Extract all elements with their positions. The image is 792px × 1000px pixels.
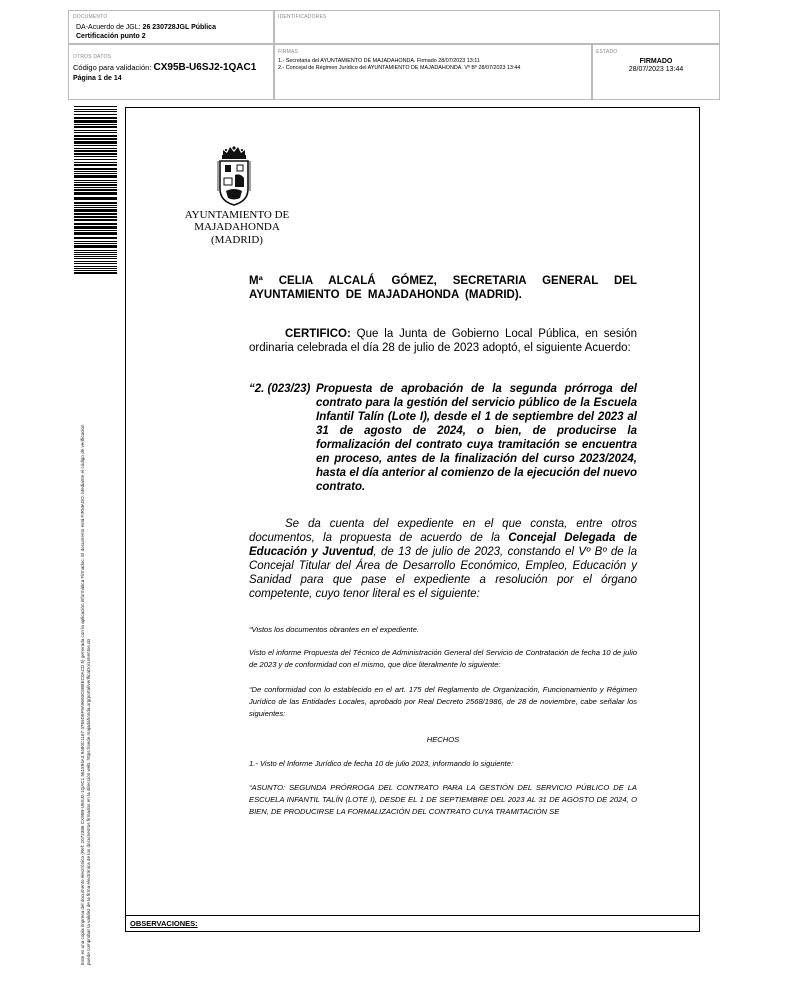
- barcode-bar: [74, 120, 117, 123]
- barcode-bar: [74, 130, 117, 131]
- estado-label: ESTADO: [596, 49, 618, 55]
- side-line-1: Este es una copia impresa del documento electrónico (Ref: 2072386 CX95B-U6SJ2-1QAC1 561594A3 9480C1167 4769D5F9A9693C5B8EC0ACD 5) generada con la aplicación informática Firmadoc. El documento está FIRMADO. Mediante el código de verificación: [80, 424, 85, 965]
- observaciones-divider: [126, 915, 699, 916]
- pagina: Página 1 de 14: [73, 75, 122, 82]
- barcode-bar: [74, 202, 117, 204]
- barcode-bar: [74, 207, 117, 208]
- side-verification-text: [80, 425, 92, 966]
- barcode-bar: [74, 258, 117, 259]
- barcode-bar: [74, 232, 117, 235]
- barcode-bar: [74, 148, 117, 149]
- barcode-bar: [74, 114, 117, 115]
- barcode-bar: [74, 153, 117, 155]
- barcode-bar: [74, 254, 117, 255]
- barcode-bar: [74, 182, 117, 183]
- barcode-bar: [74, 261, 117, 262]
- certifico-paragraph: [249, 327, 637, 355]
- barcode-bar: [74, 141, 117, 144]
- header-identificadores-box: [274, 10, 720, 44]
- barcode-bar: [74, 241, 117, 242]
- barcode-bar: [74, 173, 117, 174]
- barcode-bar: [74, 117, 117, 119]
- barcode-bar: [74, 164, 117, 166]
- barcode-bar: [74, 138, 117, 140]
- barcode-bar: [74, 135, 117, 137]
- barcode-bar: [74, 230, 117, 231]
- visto-informe-paragraph: Visto el informe Propuesta del Técnico de Administración General del Servicio de Contratación de fecha 10 de julio de 2023 y de conformidad con el mismo, que dice literalmente lo siguiente:: [249, 648, 637, 669]
- documento-line1-value: 26 230728JGL Pública: [142, 24, 216, 31]
- barcode-bar: [74, 237, 117, 239]
- hecho-1: 1.- Visto el Informe Jurídico de fecha 10 de julio 2023, informando lo siguiente:: [249, 759, 514, 768]
- barcode-bar: [74, 216, 117, 218]
- barcode-bar: [74, 171, 117, 172]
- estado-value: FIRMADO: [639, 58, 673, 65]
- barcode-bar: [74, 192, 117, 195]
- barcode-bar: [74, 245, 117, 248]
- item-number: “2. (023/23): [249, 383, 311, 395]
- barcode-bar: [74, 268, 117, 269]
- barcode-bar: [74, 263, 117, 264]
- estado-date: 28/07/2023 13:44: [628, 66, 684, 73]
- barcode-bar: [74, 189, 117, 191]
- otros-datos-label: OTROS DATOS: [73, 54, 112, 60]
- identificadores-label: IDENTIFICADORES: [278, 14, 327, 20]
- firma-1: 1.- Secretaria del AYUNTAMIENTO DE MAJADAHONDA. Firmado 28/07/2023 13:11: [278, 58, 480, 64]
- barcode-bar: [74, 250, 117, 251]
- expediente-text-c: , de 13 de julio de 2023, constando el Vº Bº de la Concejal Titular del Área de Desarrollo Económico, Empleo, Educación y Sanidad para que pase el expediente a resolución por el órgano competente, cuyo tenor literal es el siguiente:: [249, 546, 637, 600]
- certifico-text: Que la Junta de Gobierno Local Pública, en sesión ordinaria celebrada el día 28 de julio de 2023 adoptó, el siguiente Acuerdo:: [249, 328, 637, 354]
- codigo-validacion: [73, 63, 256, 72]
- barcode-bar: [74, 272, 117, 274]
- vistos-line: “Vistos los documentos obrantes en el expediente.: [249, 625, 419, 634]
- documento-line1: [76, 23, 216, 32]
- documento-line2: Certificación punto 2: [76, 33, 146, 40]
- barcode-bar: [74, 180, 117, 181]
- expediente-paragraph: [249, 517, 637, 601]
- documento-label: DOCUMENTO: [73, 14, 108, 20]
- barcode-bar: [74, 266, 117, 267]
- barcode-bar: [74, 162, 117, 163]
- firma-2: 2.- Concejal de Régimen Jurídico del AYUNTAMIENTO DE MAJADAHONDA. Vº Bº 28/07/2023 13:44: [278, 65, 521, 71]
- barcode-bar: [74, 219, 117, 221]
- barcode-bar: [74, 156, 117, 157]
- barcode-bar: [74, 159, 117, 160]
- coat-of-arms-emblem: [214, 145, 254, 207]
- agenda-item: [249, 382, 637, 494]
- municipality-line-1: AYUNTAMIENTO DE: [184, 209, 290, 221]
- certifico-label: CERTIFICO:: [285, 328, 351, 340]
- barcode-bar: [74, 126, 117, 128]
- barcode-bar: [74, 252, 117, 253]
- header-firmas-box: [274, 44, 592, 100]
- barcode-bar: [74, 175, 117, 178]
- barcode-bar: [74, 145, 117, 146]
- barcode: [74, 106, 117, 276]
- barcode-bar: [74, 187, 117, 188]
- expediente-text-a: Se da cuenta del expediente en el que consta, entre otros documentos, la propuesta de acuerdo de la: [249, 518, 637, 544]
- item-title: Propuesta de aprobación de la segunda prórroga del contrato para la gestión del servicio público de la Escuela Infantil Talín (Lote I), desde el 1 de septiembre del 2023 al 31 de agosto de 2024, o bien, de producirse la formalización del contrato cuya tramitación se encuentra en proceso, antes de la finalización del curso 2023/2024, hasta el día anterior al comienzo de la ejecución del nuevo contrato.: [316, 383, 637, 493]
- observaciones-label: OBSERVACIONES:: [130, 919, 198, 928]
- barcode-bar: [74, 243, 117, 244]
- municipality-line-2: MAJADAHONDA: [194, 221, 280, 233]
- asunto-paragraph: “ASUNTO: SEGUNDA PRÓRROGA DEL CONTRATO PARA LA GESTIÓN DEL SERVICIO PÚBLICO DE LA ESCUELA INFANTIL TALÍN (LOTE I), DESDE EL 1 DE SEPTIEMBRE DEL 2023 AL 31 DE AGOSTO DE 2024, O BIEN, DE PRODUCIRSE LA FORMALIZACIÓN DEL CONTRATO CUYA TRAMITACIÓN SE: [249, 783, 637, 816]
- secretary-heading: Mª CELIA ALCALÁ GÓMEZ, SECRETARIA GENERAL DEL AYUNTAMIENTO DE MAJADAHONDA (MADRID).: [249, 275, 637, 301]
- barcode-bar: [74, 184, 117, 186]
- barcode-bar: [74, 213, 117, 215]
- firmas-label: FIRMAS: [278, 49, 299, 55]
- barcode-bar: [74, 256, 117, 257]
- concejal-name: Concejal Delegada de Educación y Juventud: [249, 532, 637, 558]
- barcode-bar: [74, 106, 117, 107]
- barcode-bar: [74, 205, 117, 206]
- side-line-2: puede comprobar la validez de la firma electrónica de los documentos firmados en la dirección web: https://sede.majadahonda.org/portal/verificaDocumentos.do: [86, 638, 91, 965]
- municipality-line-3: (MADRID): [211, 234, 263, 246]
- barcode-bar: [74, 209, 117, 212]
- barcode-bar: [74, 223, 117, 225]
- barcode-bar: [74, 270, 117, 271]
- hechos-heading: HECHOS: [426, 735, 460, 744]
- barcode-bar: [74, 109, 117, 110]
- barcode-bar: [74, 226, 117, 229]
- conformidad-paragraph: “De conformidad con lo establecido en el art. 175 del Reglamento de Organización, Funcionamiento y Régimen Jurídico de las Entidades Locales, aprobado por Real Decreto 2568/1986, de 28 de noviembre, cabe señalar los siguientes:: [249, 685, 637, 718]
- barcode-bar: [74, 150, 117, 152]
- barcode-bar: [74, 111, 117, 112]
- barcode-bar: [74, 124, 117, 125]
- barcode-bar: [74, 132, 117, 133]
- barcode-bar: [74, 168, 117, 170]
- barcode-bar: [74, 197, 117, 200]
- codigo-value: CX95B-U6SJ2-1QAC1: [153, 62, 257, 73]
- documento-line1-prefix: DA-Acuerdo de JGL:: [76, 24, 141, 31]
- codigo-prefix: Código para validación:: [73, 63, 152, 72]
